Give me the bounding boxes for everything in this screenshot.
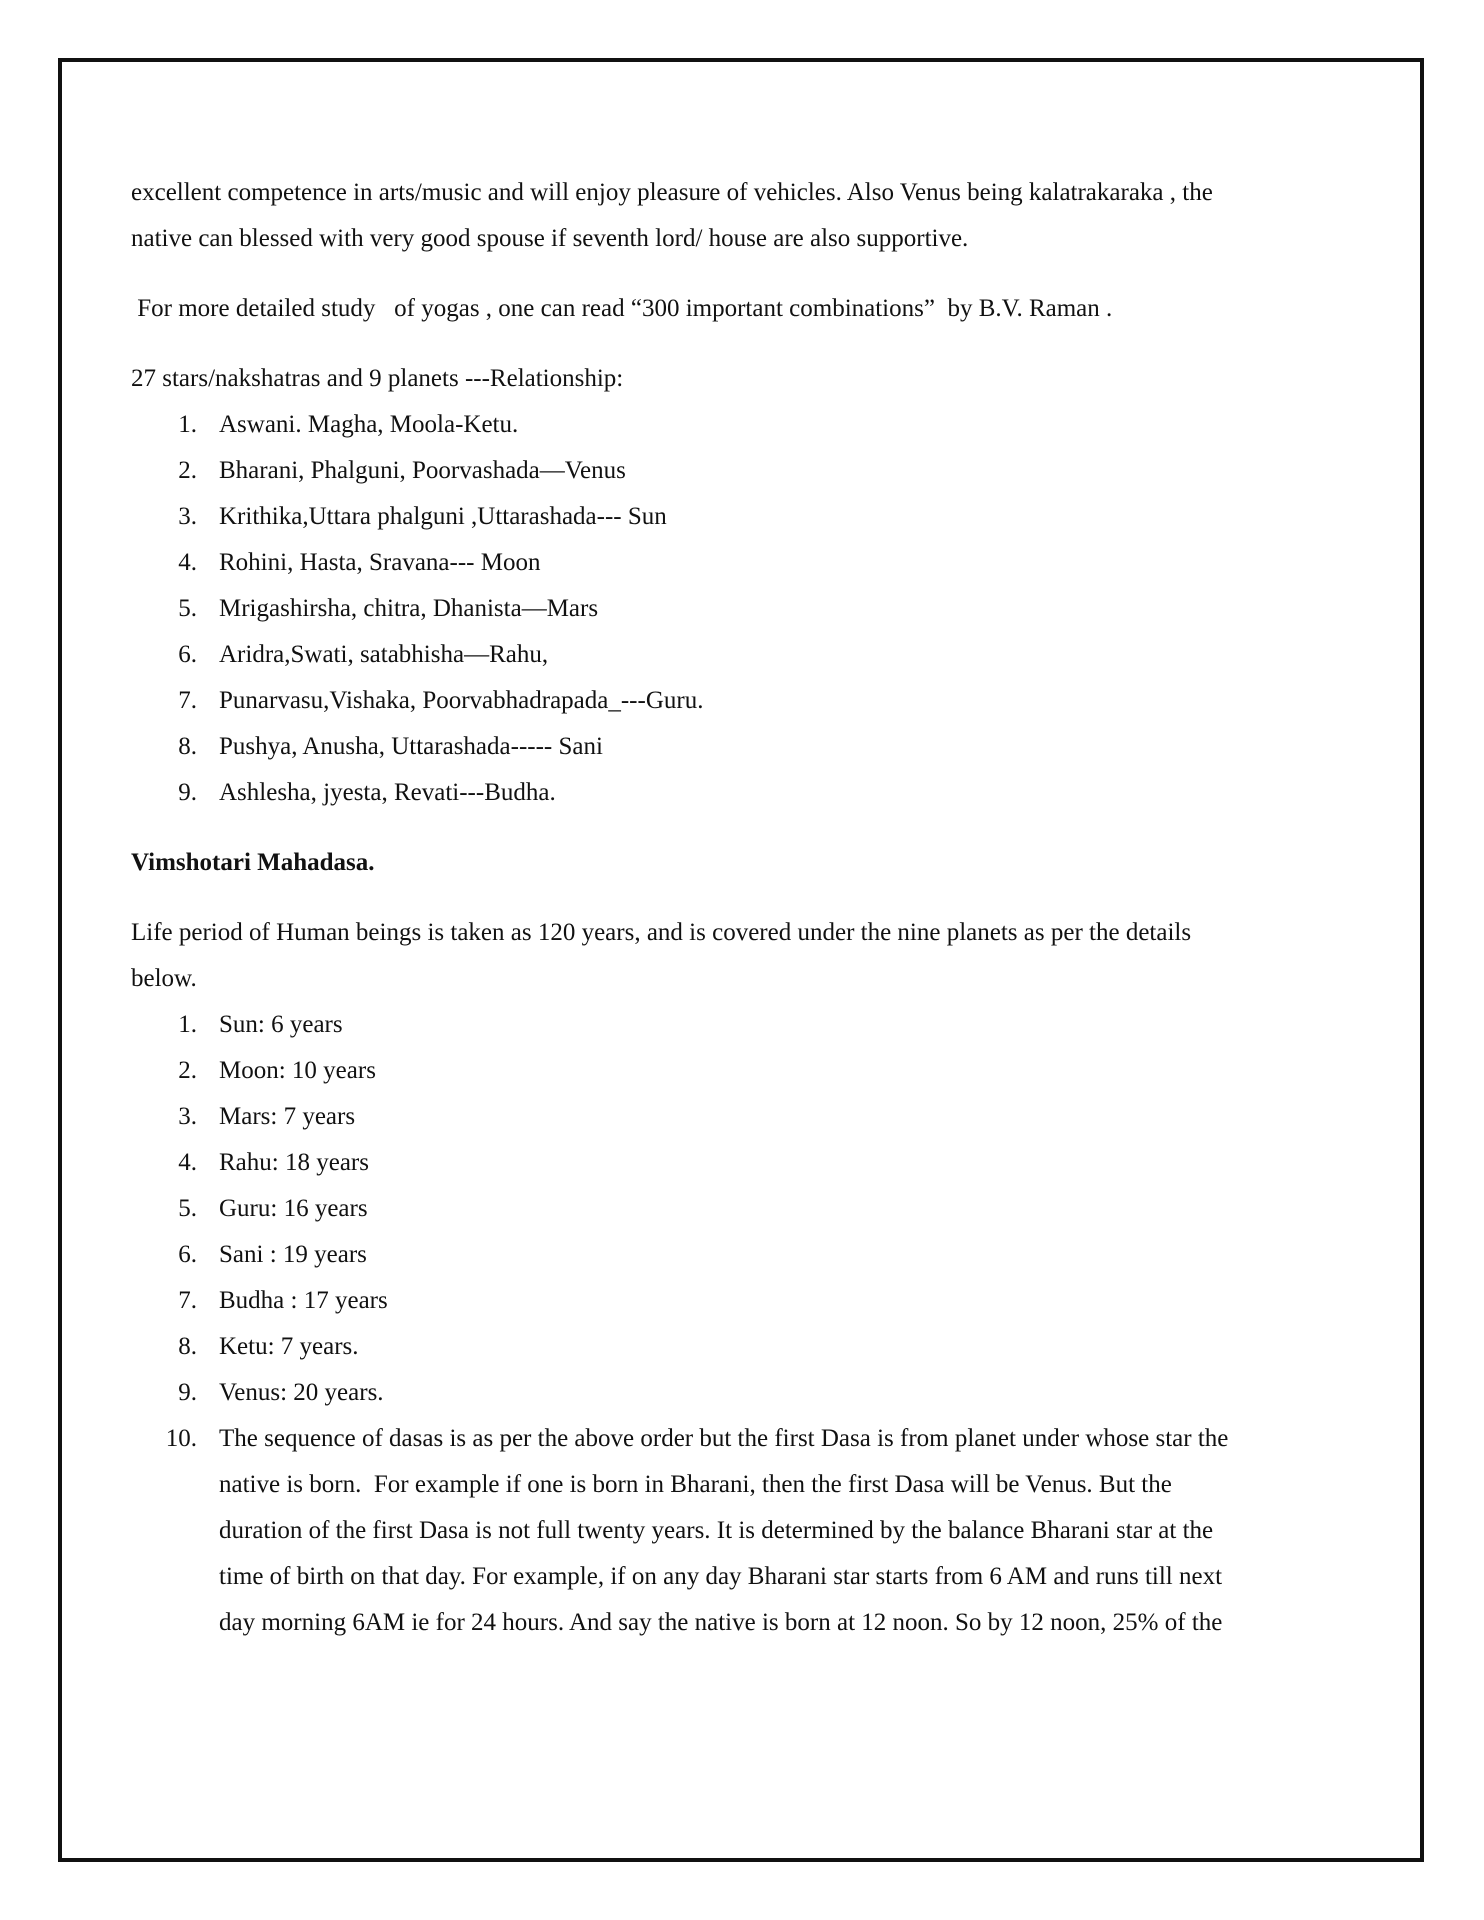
paragraph-line: native is born. For example if one is born in Bharani, then the first Dasa will be Venus. But the: [219, 1471, 1172, 1498]
intro-paragraph: [131, 170, 1331, 262]
paragraph-line: time of birth on that day. For example, if on any day Bharani star starts from 6 AM and runs till next: [219, 1563, 1223, 1590]
list-number: 7.: [178, 687, 197, 714]
list-number: 6.: [178, 1241, 197, 1268]
list-text: Ketu: 7 years.: [219, 1333, 359, 1360]
list-item: [131, 1232, 1331, 1278]
list-item: [131, 586, 1331, 632]
list-text: Sun: 6 years: [219, 1011, 343, 1038]
list-text: Mars: 7 years: [219, 1103, 356, 1130]
list-number: 4.: [178, 549, 197, 576]
paragraph-line: Life period of Human beings is taken as 120 years, and is covered under the nine planets as per the details: [131, 919, 1192, 946]
list-text: Aswani. Magha, Moola-Ketu.: [219, 411, 519, 438]
dasa-list: [131, 1002, 1331, 1646]
list-item: [131, 1002, 1331, 1048]
list-item: [131, 448, 1331, 494]
list-number: 9.: [178, 1379, 197, 1406]
list-item: [131, 1094, 1331, 1140]
list-text: Aridra,Swati, satabhisha—Rahu,: [219, 641, 549, 668]
nakshatra-list: [131, 402, 1331, 816]
list-text: Krithika,Uttara phalguni ,Uttarashada--- Sun: [219, 503, 667, 530]
list-number: 5.: [178, 595, 197, 622]
relationship-heading: 27 stars/nakshatras and 9 planets ---Relationship:: [131, 365, 624, 392]
section-heading: Vimshotari Mahadasa.: [131, 849, 375, 876]
list-number: 6.: [178, 641, 197, 668]
list-item: [131, 1324, 1331, 1370]
list-number: 8.: [178, 1333, 197, 1360]
list-text: Guru: 16 years: [219, 1195, 368, 1222]
list-number: 4.: [178, 1149, 197, 1176]
list-text: [219, 1416, 1331, 1646]
list-number: 8.: [178, 733, 197, 760]
list-text: Sani : 19 years: [219, 1241, 367, 1268]
list-item: [131, 494, 1331, 540]
list-number: 3.: [178, 503, 197, 530]
list-text: Rohini, Hasta, Sravana--- Moon: [219, 549, 541, 576]
list-item: [131, 724, 1331, 770]
list-item-long: [131, 1416, 1331, 1646]
intro-line: native can blessed with very good spouse if seventh lord/ house are also supportive.: [131, 225, 969, 252]
list-text: Moon: 10 years: [219, 1057, 376, 1084]
list-number: 1.: [178, 411, 197, 438]
list-item: [131, 1140, 1331, 1186]
list-number: 1.: [178, 1011, 197, 1038]
list-item: [131, 1370, 1331, 1416]
document-body: [131, 170, 1331, 1646]
list-text: Mrigashirsha, chitra, Dhanista—Mars: [219, 595, 599, 622]
list-text: Pushya, Anusha, Uttarashada----- Sani: [219, 733, 603, 760]
list-text: Venus: 20 years.: [219, 1379, 384, 1406]
list-number: 10.: [165, 1425, 197, 1452]
list-item: [131, 402, 1331, 448]
list-number: 2.: [178, 1057, 197, 1084]
list-item: [131, 678, 1331, 724]
list-item: [131, 1048, 1331, 1094]
list-number: 2.: [178, 457, 197, 484]
reference-paragraph: [131, 286, 1331, 332]
list-item: [131, 770, 1331, 816]
paragraph-line: duration of the first Dasa is not full twenty years. It is determined by the balance Bharani star at the: [219, 1517, 1214, 1544]
list-item: [131, 632, 1331, 678]
list-number: 7.: [178, 1287, 197, 1314]
paragraph-line: day morning 6AM ie for 24 hours. And say the native is born at 12 noon. So by 12 noon, 25% of the: [219, 1609, 1223, 1636]
paragraph-line: The sequence of dasas is as per the above order but the first Dasa is from planet under whose star the: [219, 1425, 1229, 1452]
paragraph-line: below.: [131, 965, 197, 992]
reference-line: For more detailed study of yogas , one can read “300 important combinations” by B.V. Raman .: [131, 295, 1113, 322]
list-text: Budha : 17 years: [219, 1287, 388, 1314]
list-item: [131, 1186, 1331, 1232]
list-number: 5.: [178, 1195, 197, 1222]
list-item: [131, 1278, 1331, 1324]
list-text: Ashlesha, jyesta, Revati---Budha.: [219, 779, 556, 806]
life-period-paragraph: [131, 910, 1331, 1002]
list-text: Bharani, Phalguni, Poorvashada—Venus: [219, 457, 626, 484]
list-number: 3.: [178, 1103, 197, 1130]
intro-line: excellent competence in arts/music and will enjoy pleasure of vehicles. Also Venus being kalatrakaraka , the: [131, 179, 1213, 206]
list-text: Punarvasu,Vishaka, Poorvabhadrapada_---Guru.: [219, 687, 704, 714]
list-text: Rahu: 18 years: [219, 1149, 369, 1176]
list-number: 9.: [178, 779, 197, 806]
list-item: [131, 540, 1331, 586]
